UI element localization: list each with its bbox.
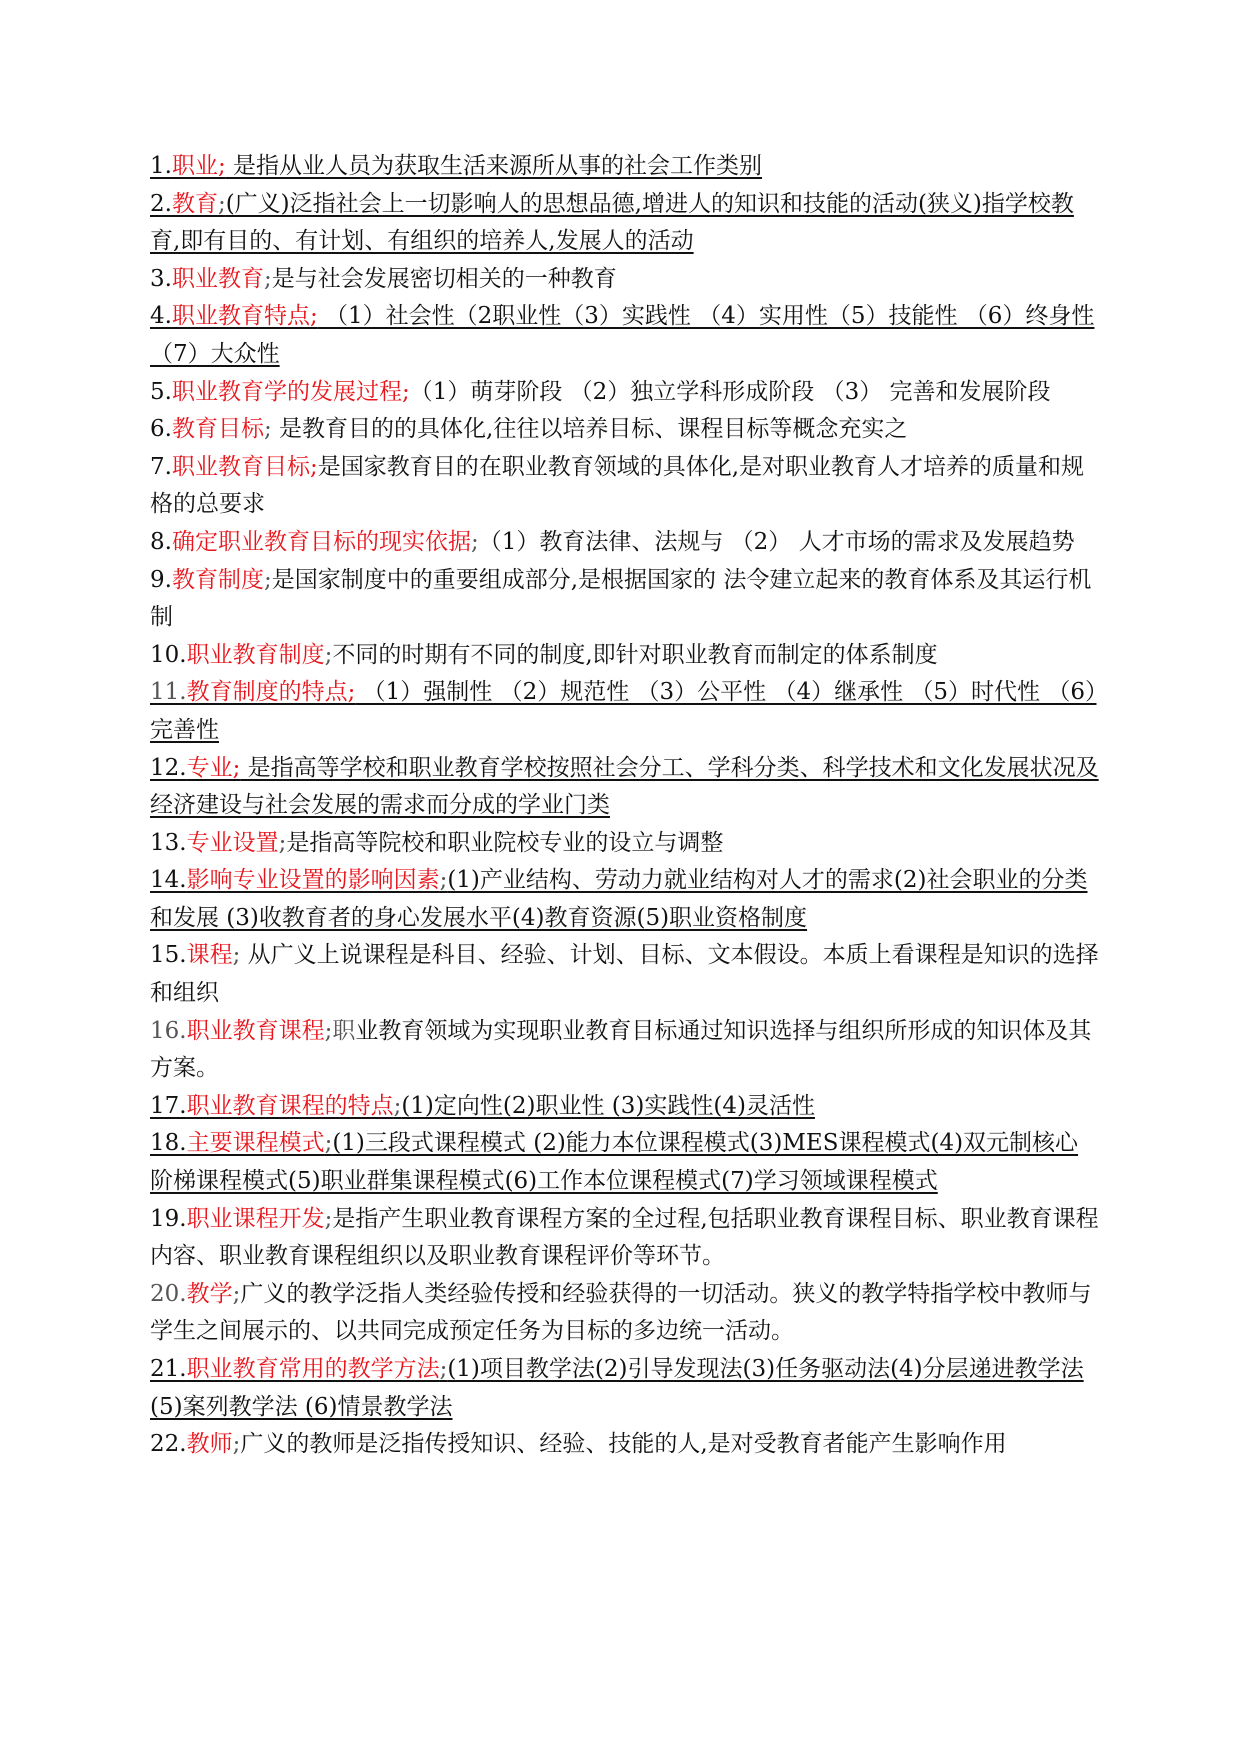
entry-text xyxy=(150,153,762,179)
entry-separator: ; xyxy=(232,1431,241,1458)
entry-term: 职业教育课程 xyxy=(186,1017,325,1044)
entry-text xyxy=(150,1018,1091,1082)
entry-text xyxy=(150,416,907,442)
entry-number: 20. xyxy=(150,1280,187,1307)
entry-number: 9. xyxy=(150,566,172,593)
entry-definition: 广义的教学泛指人类经验传授和经验获得的一切活动。狭义的教学特指学校中教师与学生之间展示的、以共同完成预定任务为目标的多边统一活动。 xyxy=(150,1280,1092,1345)
entry-term: 教育 xyxy=(171,190,218,217)
entry-number: 4. xyxy=(150,303,172,330)
entry-definition: (1)产业结构、劳动力就业结构对人才的需求(2)社会职业的分类和发展 (3)收教育者的身心发展水平(4)教育资源(5)职业资格制度 xyxy=(150,867,1088,931)
definition-entry xyxy=(150,1088,1100,1126)
definition-entry xyxy=(150,562,1100,637)
entry-number: 16. xyxy=(150,1017,187,1044)
entry-number: 22. xyxy=(150,1431,187,1458)
entry-number: 6. xyxy=(150,416,172,443)
definition-entry xyxy=(150,449,1100,524)
entry-term: 职业教育 xyxy=(171,265,264,292)
entry-definition: (1)项目教学法(2)引导发现法(3)任务驱动法(4)分层递进教学法(5)案列教学法 (6)情景教学法 xyxy=(150,1356,1084,1420)
entry-definition: （1）萌芽阶段 （2）独立学科形成阶段 （3） 完善和发展阶段 xyxy=(409,378,1051,405)
entry-number: 15. xyxy=(150,942,187,969)
entry-number: 13. xyxy=(150,829,187,856)
entry-text xyxy=(150,755,1099,819)
entry-definition: 广义的教师是泛指传授知识、经验、技能的人,是对受教育者能产生影响作用 xyxy=(240,1431,1007,1458)
definition-entry xyxy=(150,1013,1100,1088)
entry-text xyxy=(150,830,723,856)
entry-separator: ; xyxy=(232,1280,241,1307)
entry-term: 确定职业教育目标的现实依据 xyxy=(171,528,471,555)
entry-text xyxy=(150,303,1094,367)
entry-definition: (广义)泛指社会上一切影响人的思想品德,增进人的知识和技能的活动(狭义)指学校教育,即有目的、有计划、有组织的培养人,发展人的活动 xyxy=(150,190,1074,255)
definition-entry xyxy=(150,524,1100,562)
entry-term: 职业教育特点; xyxy=(171,303,318,330)
entry-separator: ; xyxy=(324,1130,333,1157)
entry-definition: 是指高等学校和职业教育学校按照社会分工、学科分类、科学技术和文化发展状况及经济建设与社会发展的需求而分成的学业门类 xyxy=(150,754,1099,819)
definition-entry xyxy=(150,637,1100,675)
entry-separator: ; xyxy=(439,1356,448,1382)
entry-definition: （1）教育法律、法规与 （2） 人才市场的需求及发展趋势 xyxy=(478,528,1075,555)
entry-separator: ; xyxy=(324,641,333,668)
entry-separator: ; xyxy=(324,1205,333,1232)
entry-term: 专业设置 xyxy=(186,829,279,856)
definition-entry xyxy=(150,186,1100,261)
entry-separator: ; xyxy=(263,265,272,292)
definition-entry xyxy=(150,1276,1100,1351)
entry-number: 8. xyxy=(150,528,172,555)
document-page xyxy=(150,148,1100,1464)
entry-term: 职业教育常用的教学方法 xyxy=(186,1356,440,1382)
entry-number: 11. xyxy=(150,679,187,706)
entry-text xyxy=(150,1206,1099,1270)
entry-definition: （1）强制性 （2）规范性 （3）公平性 （4）继承性 （5）时代性 （6）完善性 xyxy=(150,679,1097,743)
entry-term: 职业教育目标; xyxy=(171,453,318,480)
entry-text xyxy=(150,379,1051,405)
entry-definition: 是指高等院校和职业院校专业的设立与调整 xyxy=(286,829,724,856)
entry-term: 职业教育学的发展过程; xyxy=(171,378,410,405)
entry-text xyxy=(150,1431,1007,1457)
entry-separator: ; xyxy=(393,1092,402,1119)
entry-text xyxy=(150,867,1088,931)
entry-term: 教师 xyxy=(186,1431,233,1458)
entry-term: 教育制度的特点; xyxy=(186,679,356,706)
entry-term: 教育制度 xyxy=(171,566,264,593)
entry-lead: 职 xyxy=(332,1017,356,1044)
entry-definition: 不同的时期有不同的制度,即针对职业教育而制定的体系制度 xyxy=(332,641,938,668)
entry-definition: 是与社会发展密切相关的一种教育 xyxy=(271,265,617,292)
entry-definition: 是指从业人员为获取生活来源所从事的社会工作类别 xyxy=(225,153,763,179)
definition-entry xyxy=(150,148,1100,186)
entry-term: 教育目标 xyxy=(171,416,264,443)
entry-text xyxy=(150,191,1074,255)
definition-entry xyxy=(150,674,1100,749)
definition-entry xyxy=(150,862,1100,937)
definition-entry xyxy=(150,374,1100,412)
entry-number: 19. xyxy=(150,1205,187,1232)
entry-definition: 是国家教育目的在职业教育领域的具体化,是对职业教育人才培养的质量和规格的总要求 xyxy=(150,453,1085,518)
entry-definition: 是教育目的的具体化,往往以培养目标、课程目标等概念充实之 xyxy=(271,416,908,443)
entry-term: 职业; xyxy=(171,153,226,179)
definition-entry xyxy=(150,1125,1100,1200)
entry-text xyxy=(150,942,1099,1006)
entry-text xyxy=(150,567,1091,631)
entry-term: 影响专业设置的影响因素 xyxy=(186,867,440,894)
definition-entry xyxy=(150,750,1100,825)
entry-term: 职业教育课程的特点 xyxy=(186,1092,394,1119)
entry-definition: (1)定向性(2)职业性 (3)实践性(4)灵活性 xyxy=(401,1092,815,1119)
entry-definition: 是指产生职业教育课程方案的全过程,包括职业教育课程目标、职业教育课程内容、职业教育课程组织以及职业教育课程评价等环节。 xyxy=(150,1205,1099,1270)
entry-separator: ; xyxy=(324,1017,333,1044)
entry-number: 5. xyxy=(150,378,172,405)
entry-number: 17. xyxy=(150,1092,187,1119)
entry-term: 职业课程开发 xyxy=(186,1205,325,1232)
entry-number: 2. xyxy=(150,190,172,217)
entry-definition: (1)三段式课程模式 (2)能力本位课程模式(3)MES课程模式(4)双元制核心阶梯课程模式(5)职业群集课程模式(6)工作本位课程模式(7)学习领域课程模式 xyxy=(150,1130,1079,1195)
entry-term: 主要课程模式 xyxy=(186,1130,325,1157)
definition-entry xyxy=(150,937,1100,1012)
entry-separator: ; xyxy=(278,829,287,856)
entry-text xyxy=(150,1281,1091,1345)
entry-definition: 从广义上说课程是科目、经验、计划、目标、文本假设。本质上看课程是知识的选择和组织 xyxy=(150,942,1099,1007)
definition-entry xyxy=(150,298,1100,373)
definition-entry xyxy=(150,411,1100,449)
entry-number: 7. xyxy=(150,453,172,480)
entry-separator: ; xyxy=(263,566,272,593)
entry-term: 课程 xyxy=(186,942,233,969)
entry-number: 21. xyxy=(150,1356,187,1382)
definition-entry xyxy=(150,1201,1100,1276)
entry-text xyxy=(150,1130,1078,1194)
entry-term: 专业; xyxy=(186,754,241,781)
entry-text xyxy=(150,266,617,292)
definition-entry xyxy=(150,1426,1100,1464)
entry-number: 14. xyxy=(150,867,187,894)
entry-definition: 业教育领域为实现职业教育目标通过知识选择与组织所形成的知识体及其方案。 xyxy=(150,1017,1092,1082)
entry-separator: ; xyxy=(439,867,448,894)
entry-number: 1. xyxy=(150,153,172,179)
entry-text xyxy=(150,529,1075,555)
entry-number: 10. xyxy=(150,641,187,668)
entry-separator: ; xyxy=(232,942,241,969)
entry-number: 12. xyxy=(150,754,187,781)
entry-term: 教学 xyxy=(186,1280,233,1307)
entry-separator: ; xyxy=(217,190,226,217)
entry-number: 18. xyxy=(150,1130,187,1157)
entry-text xyxy=(150,454,1084,518)
entry-text xyxy=(150,1356,1084,1420)
entry-separator: ; xyxy=(470,528,479,555)
definition-entry xyxy=(150,825,1100,863)
entry-separator: ; xyxy=(263,416,272,443)
entry-term: 职业教育制度 xyxy=(186,641,325,668)
entry-definition: （1）社会性（2职业性（3）实践性 （4）实用性（5）技能性 （6）终身性（7）大众性 xyxy=(150,303,1095,367)
entry-definition: 是国家制度中的重要组成部分,是根据国家的 法令建立起来的教育体系及其运行机制 xyxy=(150,566,1092,631)
entry-number: 3. xyxy=(150,265,172,292)
definition-entry xyxy=(150,1351,1100,1426)
entry-text xyxy=(150,679,1097,743)
definition-entry xyxy=(150,261,1100,299)
entry-text xyxy=(150,642,938,668)
entry-text xyxy=(150,1093,815,1119)
